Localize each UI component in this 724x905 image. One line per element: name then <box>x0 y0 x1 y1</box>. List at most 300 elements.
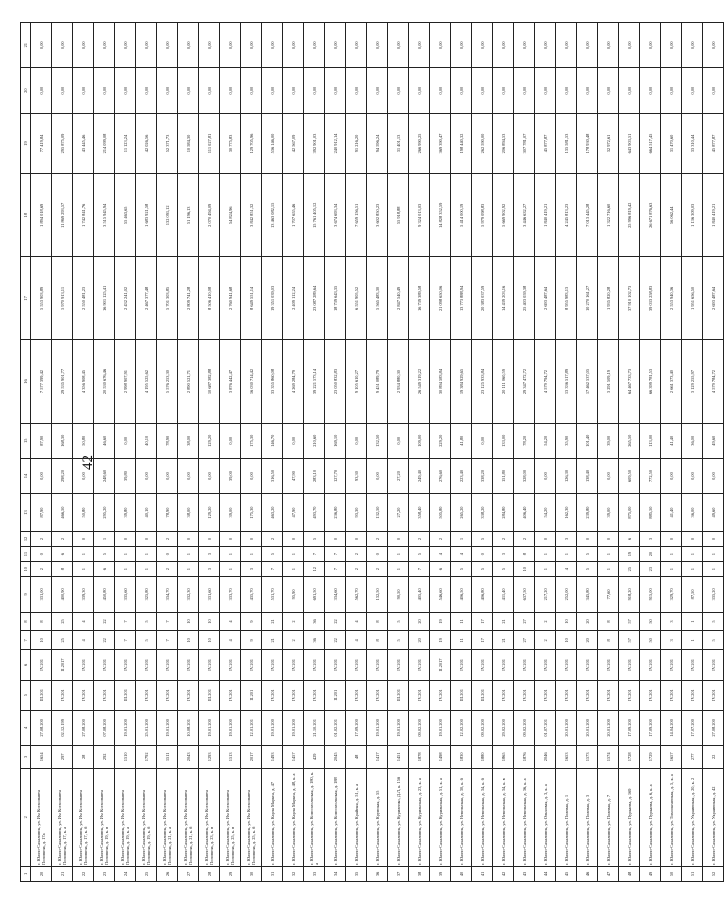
table-cell: 54,20 <box>535 423 556 458</box>
table-cell: 1573 <box>577 746 598 769</box>
table-cell: 9 105 610,27 <box>346 340 367 423</box>
table-cell: 2 070 494,09 <box>199 174 220 257</box>
table-cell: 885,50 <box>640 494 661 532</box>
table-cell: 1 <box>241 547 262 562</box>
table-cell: 17.09.200 <box>640 710 661 745</box>
table-cell: IV.201 <box>241 650 262 680</box>
table-cell: 30 894 583,84 <box>430 340 451 423</box>
table-cell: 0,00 <box>409 23 430 68</box>
table-cell: 5 <box>451 562 472 577</box>
table-cell: 132,50 <box>367 423 388 458</box>
table-cell: 3 876 442,47 <box>220 340 241 423</box>
table-cell: 4 <box>220 612 241 631</box>
table-cell: 2043 <box>178 746 199 769</box>
table-cell: 0,00 <box>52 23 73 68</box>
table-cell: 4 <box>430 547 451 562</box>
table-cell: 265,50 <box>619 423 640 458</box>
table-row <box>703 23 724 882</box>
table-cell: 7 <box>409 562 430 577</box>
table-cell: 1417 <box>367 746 388 769</box>
table-row <box>514 23 535 882</box>
table-cell: 55 463,65 <box>115 174 136 257</box>
table-cell: 411,40 <box>493 577 514 612</box>
table-cell: 298,20 <box>52 458 73 493</box>
table-cell: 14.04.200 <box>661 710 682 745</box>
table-cell: 146,70 <box>262 423 283 458</box>
table-cell: 2 <box>409 531 430 546</box>
table-cell: 0,00 <box>199 23 220 68</box>
table-cell: 87,90 <box>31 423 52 458</box>
table-cell: г. Южно-Сахалинск, ул. Им Космонавта Поповича, д. 19, к. а <box>115 768 136 866</box>
table-cell: 132,50 <box>367 494 388 532</box>
table-cell: 0,00 <box>556 68 577 113</box>
table-cell: 40,10 <box>136 423 157 458</box>
table-cell: г. Южно-Сахалинск, ул. Им Космонавта Поповича, д. 23, к. в <box>199 768 220 866</box>
table-cell: 78,90 <box>157 494 178 532</box>
table-cell: 17.09.200 <box>619 710 640 745</box>
table-cell: 7 <box>262 562 283 577</box>
table-cell: 0,00 <box>598 23 619 68</box>
table-cell: 77 419,84 <box>31 113 52 173</box>
table-cell: г. Южно-Сахалинск, ул. Им Космонавта Поповича, д. 17, к. а <box>52 768 73 866</box>
table-cell: 493,70 <box>304 494 325 532</box>
table-cell: 5 <box>472 531 493 546</box>
table-cell: 23 <box>94 866 115 881</box>
table-cell: IV.201 <box>178 680 199 710</box>
table-cell: 12.01.201 <box>241 710 262 745</box>
table-cell: г. Южно-Сахалинск, ул. Пуркаева, д. 169 <box>619 768 640 866</box>
table-cell: 66 399 781,53 <box>640 340 661 423</box>
table-row <box>661 23 682 882</box>
table-cell: 405,40 <box>409 577 430 612</box>
table-cell: 2 847 540,49 <box>388 257 409 340</box>
table-cell: г. Южно-Сахалинск, ул. Полевая, д. 7 <box>598 768 619 866</box>
rotated-table-container <box>20 22 716 882</box>
table-cell: 29.02.200 <box>493 710 514 745</box>
table-cell: 77,60 <box>598 577 619 612</box>
table-cell: 151,80 <box>493 458 514 493</box>
table-cell: 392 901,03 <box>304 113 325 173</box>
table-cell: 4 <box>556 562 577 577</box>
table-cell: 0,00 <box>178 458 199 493</box>
table-cell: 691,50 <box>304 577 325 612</box>
table-cell: 0 <box>598 531 619 546</box>
table-cell: 262 590,00 <box>472 113 493 173</box>
table-cell: 0 <box>346 531 367 546</box>
table-cell: 1 <box>661 547 682 562</box>
table-cell: 26 671 876,63 <box>640 174 661 257</box>
table-cell: IV.201 <box>73 680 94 710</box>
table-cell: 2 693 487,64 <box>703 257 724 340</box>
table-cell: 42 567,09 <box>283 113 304 173</box>
table-cell: 0,00 <box>388 68 409 113</box>
table-cell: 466,50 <box>52 494 73 532</box>
table-cell: 0,00 <box>577 23 598 68</box>
table-cell: 126,30 <box>556 458 577 493</box>
table-cell: IV.201 <box>178 650 199 680</box>
table-cell: 2 <box>346 562 367 577</box>
table-cell: IV.201 <box>52 680 73 710</box>
table-cell: 55 918,88 <box>388 174 409 257</box>
table-cell: 14 439 203,16 <box>493 257 514 340</box>
table-cell: 132,50 <box>367 577 388 612</box>
table-cell: 338,20 <box>472 458 493 493</box>
table-cell: 292 <box>94 746 115 769</box>
table-cell: 252,00 <box>556 577 577 612</box>
table-cell: 5 <box>577 562 598 577</box>
table-cell: 38 <box>409 866 430 881</box>
table-cell: IV.201 <box>430 680 451 710</box>
table-cell: 2 <box>52 531 73 546</box>
table-cell: 34 <box>325 866 346 881</box>
table-cell: 0 <box>178 531 199 546</box>
table-cell: 17.07.200 <box>682 710 703 745</box>
table-cell: 39 221 573,14 <box>304 340 325 423</box>
table-cell: IV.201 <box>556 680 577 710</box>
table-row <box>472 23 493 882</box>
table-cell: 325,80 <box>136 577 157 612</box>
table-cell: 14 828 352,59 <box>430 174 451 257</box>
table-cell: 0,00 <box>136 23 157 68</box>
table-cell: IV.201 <box>598 650 619 680</box>
table-cell: 4 <box>73 612 94 631</box>
table-cell: 5 414 000,19 <box>451 174 472 257</box>
table-cell: 42 026,56 <box>136 113 157 173</box>
table-cell: 1792 <box>136 746 157 769</box>
table-cell: 12 <box>304 562 325 577</box>
table-cell: 52 <box>703 866 724 881</box>
table-cell: 4 <box>346 631 367 650</box>
table-cell: 27.08.200 <box>31 710 52 745</box>
table-cell: 3 842 851,32 <box>241 174 262 257</box>
table-cell: 23 <box>640 562 661 577</box>
table-cell: 5 553 903,89 <box>31 257 52 340</box>
table-cell: 0,00 <box>556 23 577 68</box>
table-cell: 21 <box>262 612 283 631</box>
table-row <box>304 23 325 882</box>
table-cell: 169,10 <box>325 423 346 458</box>
table-cell: 175,30 <box>241 494 262 532</box>
table-cell: 5 <box>493 562 514 577</box>
table-cell: 0,00 <box>220 23 241 68</box>
table-cell: 1 <box>115 562 136 577</box>
table-cell: III.201 <box>388 680 409 710</box>
table-cell: IV.201 <box>703 680 724 710</box>
table-cell: 210,60 <box>304 423 325 458</box>
table-cell: 10 <box>556 631 577 650</box>
table-cell: 772,50 <box>640 458 661 493</box>
table-cell: 10 584,30 <box>178 113 199 173</box>
table-cell: 49,60 <box>703 423 724 458</box>
table-cell: 265,20 <box>451 494 472 532</box>
table-cell: 4 579 794,72 <box>535 340 556 423</box>
table-row <box>73 23 94 882</box>
table-cell: 1293 <box>199 746 220 769</box>
table-cell: 8 <box>367 612 388 631</box>
table-row <box>199 23 220 882</box>
table-cell: 334,60 <box>325 577 346 612</box>
table-cell: 21 098 650,06 <box>430 257 451 340</box>
table-cell: 0 <box>220 531 241 546</box>
table-cell: 0 <box>115 531 136 546</box>
table-cell: г. Южно-Сахалинск, ул. Им Космонавта Поповича, д. 17, к. б <box>73 768 94 866</box>
table-cell: 52 371,73 <box>157 113 178 173</box>
table-cell: 0,00 <box>619 68 640 113</box>
table-cell: IV.201 <box>598 680 619 710</box>
table-cell: 1451 <box>388 746 409 769</box>
table-cell: 1865 <box>493 746 514 769</box>
table-cell: 2 <box>535 612 556 631</box>
table-cell: 3 <box>493 547 514 562</box>
table-cell: 127,70 <box>325 458 346 493</box>
table-cell: 22 <box>73 866 94 881</box>
table-cell: IV.201 <box>367 650 388 680</box>
table-cell: 0 <box>682 531 703 546</box>
table-cell: 1 <box>451 531 472 546</box>
table-cell: 1729 <box>640 746 661 769</box>
table-cell: 1 <box>535 562 556 577</box>
table-cell: 17 462 537,05 <box>577 340 598 423</box>
table-cell: 25 996 819,42 <box>619 174 640 257</box>
table-cell: 10 <box>178 612 199 631</box>
table-cell: 3 129 255,97 <box>682 340 703 423</box>
table-cell: 0,00 <box>682 458 703 493</box>
table-cell: 0,00 <box>430 68 451 113</box>
table-cell: 7 013 445,28 <box>577 174 598 257</box>
table-cell: г. Южно-Сахалинск, ул. Им Космонавта Поповича, д. 19, к. б <box>136 768 157 866</box>
table-cell: г. Южно-Сахалинск, ул. Украинская, д. 42 <box>703 768 724 866</box>
table-cell: г. Южно-Сахалинск, ул. Им Космонавта Поповича, д. 21, к. а <box>157 768 178 866</box>
table-cell: 429 <box>304 746 325 769</box>
table-cell: 0 <box>136 531 157 546</box>
table-cell: 45 877,87 <box>535 113 556 173</box>
table-cell: 0 <box>325 531 346 546</box>
table-cell: 3 <box>241 562 262 577</box>
table-cell: 10 <box>178 631 199 650</box>
table-cell: IV.201 <box>682 680 703 710</box>
table-row <box>283 23 304 882</box>
table-cell: 38,00 <box>178 423 199 458</box>
table-cell: 5 <box>136 612 157 631</box>
table-cell: 10 <box>199 631 220 650</box>
table-cell: 0,00 <box>472 68 493 113</box>
table-cell: г. Южно-Сахалинск, ул. Им Космонавта Поповича, д. 25, к. в <box>220 768 241 866</box>
table-cell: 16 901 125,41 <box>94 257 115 340</box>
table-cell: 1 <box>73 547 94 562</box>
table-cell: 0,00 <box>136 458 157 493</box>
table-cell: 0,00 <box>346 68 367 113</box>
table-cell: 1 <box>388 562 409 577</box>
table-cell: 2 661 373,40 <box>661 340 682 423</box>
table-cell: 3 <box>661 612 682 631</box>
table-cell: 1513 <box>220 746 241 769</box>
table-cell: 0,00 <box>31 68 52 113</box>
table-cell: 19 <box>430 631 451 650</box>
table-cell: 0,00 <box>640 23 661 68</box>
table-cell: 31 470,60 <box>661 113 682 173</box>
table-cell: 0,00 <box>241 458 262 493</box>
column-header: 8 <box>21 612 31 631</box>
table-cell: 175,30 <box>241 423 262 458</box>
table-cell: 41,40 <box>661 494 682 532</box>
table-cell: 19 384 929,65 <box>451 340 472 423</box>
table-cell: г. Южно-Сахалинск, ул. Невельская, д. 34, к. б <box>472 768 493 866</box>
column-header: 1 <box>21 866 31 881</box>
table-cell: 5 <box>703 612 724 631</box>
table-cell: 31 <box>262 866 283 881</box>
data-table <box>20 22 724 882</box>
table-cell: III.201 <box>115 680 136 710</box>
table-cell: 0,00 <box>367 68 388 113</box>
table-cell: 1511 <box>157 746 178 769</box>
table-cell: 0,00 <box>178 68 199 113</box>
table-cell: 214 099,08 <box>94 113 115 173</box>
table-cell: 36 <box>367 866 388 881</box>
table-cell: 5 <box>304 531 325 546</box>
column-header: 19 <box>21 113 31 173</box>
table-cell: 333,70 <box>220 577 241 612</box>
column-header: 3 <box>21 746 31 769</box>
table-cell: 0,00 <box>178 23 199 68</box>
table-cell: 132 091,12 <box>157 174 178 257</box>
table-cell: 406,80 <box>472 577 493 612</box>
table-cell: 0,00 <box>514 23 535 68</box>
table-cell: 3 291 509,19 <box>598 340 619 423</box>
table-cell: 0 <box>157 547 178 562</box>
table-cell: 1498 <box>430 746 451 769</box>
table-row <box>157 23 178 882</box>
table-cell: 21 <box>493 612 514 631</box>
table-cell: 505,80 <box>430 494 451 532</box>
table-cell: 17 <box>472 631 493 650</box>
table-cell: 0,00 <box>598 68 619 113</box>
table-cell: 6 551 905,52 <box>346 257 367 340</box>
table-cell: 875,00 <box>619 494 640 532</box>
table-cell: IV.201 <box>472 650 493 680</box>
table-cell: 5 576 253,30 <box>157 340 178 423</box>
table-cell: 47,90 <box>283 458 304 493</box>
table-row <box>430 23 451 882</box>
table-cell: 0,00 <box>409 68 430 113</box>
table-cell: 338,20 <box>472 494 493 532</box>
table-cell: IV.201 <box>199 650 220 680</box>
table-cell: 307 781,07 <box>514 113 535 173</box>
table-cell: 36 <box>304 631 325 650</box>
table-cell: 39,80 <box>115 494 136 532</box>
table-cell: 6 <box>619 531 640 546</box>
table-cell: 168,30 <box>52 423 73 458</box>
table-cell: 27 <box>514 612 535 631</box>
table-cell: 1 707 655,46 <box>283 174 304 257</box>
table-cell: 37 <box>388 866 409 881</box>
table-cell: 25 <box>619 562 640 577</box>
table-cell: 24 <box>115 866 136 881</box>
table-cell: 1 840 419,21 <box>703 174 724 257</box>
table-cell: 20 383 037,59 <box>472 257 493 340</box>
table-cell: 01.02.201 <box>325 710 346 745</box>
table-cell: 31 401,13 <box>388 113 409 173</box>
table-cell: 236,80 <box>325 494 346 532</box>
table-cell: г. Южно-Сахалинск, ул. Невельская, д. 34, к. в <box>493 768 514 866</box>
table-cell: 5 <box>409 547 430 562</box>
column-header: 18 <box>21 174 31 257</box>
table-cell: IV.201 <box>493 650 514 680</box>
table-cell: IV.201 <box>304 680 325 710</box>
table-cell: 1 <box>178 562 199 577</box>
table-cell: 0,00 <box>94 68 115 113</box>
table-cell: 1 <box>556 547 577 562</box>
table-row <box>115 23 136 882</box>
table-cell: 91 216,20 <box>346 113 367 173</box>
table-cell: г. Южно-Сахалинск, ул. Полевая, д. 1 <box>556 768 577 866</box>
table-cell: 1 742 841,76 <box>73 174 94 257</box>
column-header: 16 <box>21 340 31 423</box>
table-cell: 3 <box>640 531 661 546</box>
table-cell: 0,00 <box>661 68 682 113</box>
table-cell: 129 705,96 <box>241 113 262 173</box>
table-cell: 10 <box>31 631 52 650</box>
table-cell: 7 577 399,42 <box>31 340 52 423</box>
table-cell: г. Южно-Сахалинск, ул. Тихоокеанская, д. 5, к. а <box>661 768 682 866</box>
column-header: 7 <box>21 631 31 650</box>
table-cell: 2 <box>283 631 304 650</box>
table-cell: 01.07.201 <box>535 710 556 745</box>
table-cell: 0 <box>31 547 52 562</box>
table-row <box>367 23 388 882</box>
table-cell: 297 <box>52 746 73 769</box>
table-cell: 915,00 <box>640 577 661 612</box>
table-cell: 50 <box>640 612 661 631</box>
table-cell: 02.12.199 <box>52 710 73 745</box>
table-cell: 4 245 813,23 <box>556 174 577 257</box>
table-cell: 4 <box>73 631 94 650</box>
table-cell: 8 <box>367 631 388 650</box>
table-cell: IV.201 <box>409 680 430 710</box>
table-cell: 329,70 <box>661 577 682 612</box>
table-cell: 369 390,47 <box>430 113 451 173</box>
table-cell: 42 <box>493 866 514 881</box>
table-cell: 2046 <box>535 746 556 769</box>
table-cell: 4 <box>451 547 472 562</box>
table-cell: 0,00 <box>451 68 472 113</box>
table-cell: 2 553 940,36 <box>661 257 682 340</box>
table-cell: 20 <box>409 631 430 650</box>
table-cell: 13 336 517,89 <box>556 340 577 423</box>
table-cell: 1657 <box>661 746 682 769</box>
table-row <box>535 23 556 882</box>
table-cell: 1 136 309,03 <box>682 174 703 257</box>
table-cell: IV.201 <box>94 650 115 680</box>
column-header: 5 <box>21 680 31 710</box>
table-cell: 0,00 <box>430 23 451 68</box>
column-header: 20 <box>21 68 31 113</box>
table-cell: 12.02.200 <box>451 710 472 745</box>
table-cell: 11 <box>451 631 472 650</box>
table-row <box>178 23 199 882</box>
table-cell: 637,50 <box>514 577 535 612</box>
table-cell: 20 <box>31 866 52 881</box>
column-header: 10 <box>21 562 31 577</box>
table-cell: 0,00 <box>451 23 472 68</box>
table-cell: 400,90 <box>52 577 73 612</box>
table-cell: 22 <box>325 612 346 631</box>
table-cell: 20 <box>640 547 661 562</box>
table-cell: 0 <box>73 531 94 546</box>
table-cell: 1 <box>661 562 682 577</box>
table-cell: 1878 <box>409 746 430 769</box>
table-cell: 2 <box>514 531 535 546</box>
table-cell: г. Южно-Сахалинск, ул. Пуркаева, д. 6, к. а <box>640 768 661 866</box>
